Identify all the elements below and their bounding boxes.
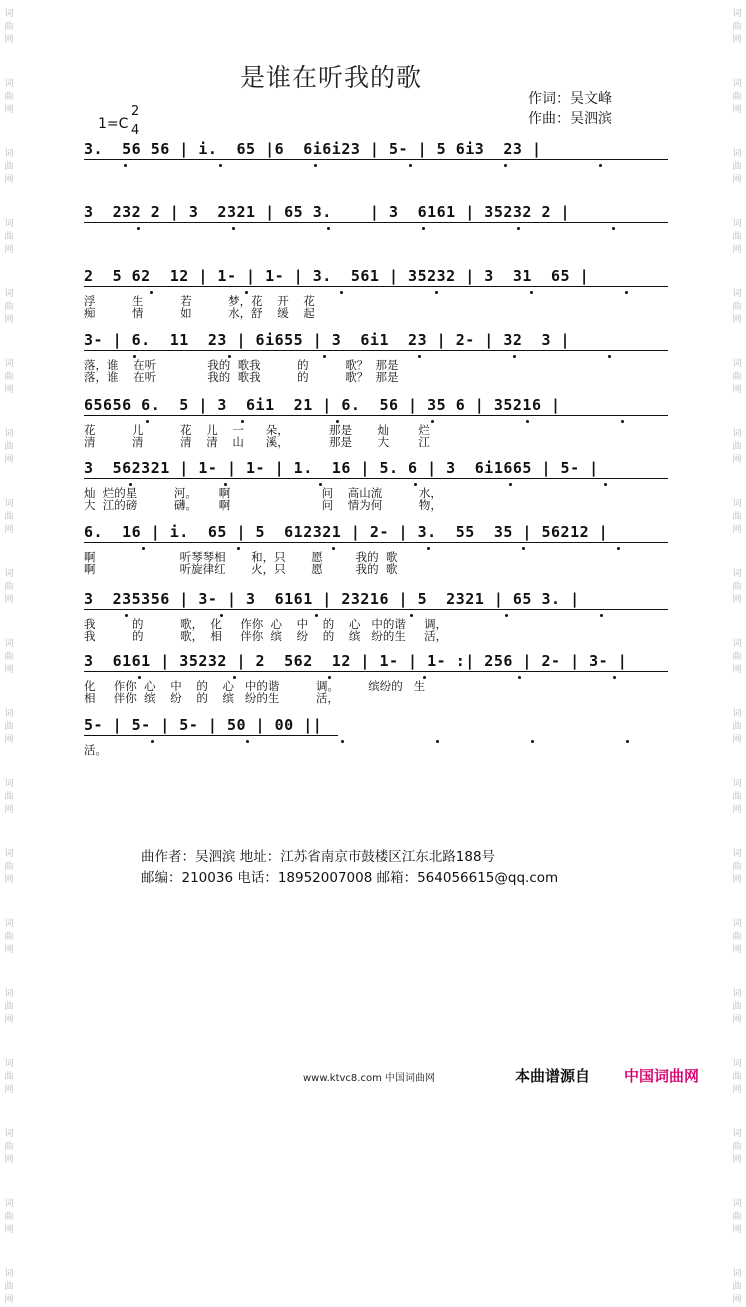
lyric-line: 啊 听琴琴相 和，只 愿 我的 歌 — [84, 550, 398, 564]
score-line — [84, 716, 668, 757]
notation: 65656 6. 5 | 3 6i1 21 | 6. 56 | 35 6 | 35216 | — [84, 396, 561, 414]
watermark-char: 词 — [732, 1059, 742, 1069]
score-line — [84, 203, 668, 233]
watermark-char: 词 — [732, 779, 742, 789]
watermark-char: 词 — [732, 359, 742, 369]
site-url[interactable]: www.ktvc8.com 中国词曲网 — [303, 1073, 436, 1084]
watermark-char: 网 — [732, 455, 742, 465]
time-signature-bottom: 4 — [131, 123, 140, 138]
octave-dot — [431, 420, 434, 423]
octave-dot — [219, 164, 222, 167]
watermark-char: 网 — [4, 455, 14, 465]
song-title: 是谁在听我的歌 — [240, 63, 423, 92]
watermark-char: 词 — [732, 1269, 742, 1279]
watermark-char: 词 — [732, 849, 742, 859]
watermark-char: 网 — [4, 1225, 14, 1235]
octave-dot — [612, 227, 615, 230]
octave-dot — [509, 483, 512, 486]
watermark-char: 曲 — [4, 932, 14, 942]
watermark-char: 曲 — [732, 1212, 742, 1222]
watermark-char: 网 — [732, 945, 742, 955]
octave-dot — [522, 547, 525, 550]
watermark-char: 词 — [732, 289, 742, 299]
watermark-char: 网 — [732, 595, 742, 605]
watermark-char: 网 — [732, 805, 742, 815]
brand-link[interactable]: 中国词曲网 — [624, 1067, 700, 1085]
watermark-char: 曲 — [732, 372, 742, 382]
watermark-char: 网 — [4, 1015, 14, 1025]
score-line — [84, 331, 668, 384]
watermark-char: 词 — [4, 1269, 14, 1279]
watermark-char: 网 — [4, 805, 14, 815]
watermark-char: 曲 — [732, 792, 742, 802]
right-watermark-strip — [730, 0, 744, 1305]
watermark-char: 词 — [732, 79, 742, 89]
watermark-char: 曲 — [4, 302, 14, 312]
watermark-char: 曲 — [732, 92, 742, 102]
watermark-char: 网 — [4, 1085, 14, 1095]
beam-underline — [84, 542, 668, 543]
watermark-char: 网 — [732, 525, 742, 535]
watermark-char: 曲 — [4, 862, 14, 872]
watermark-char: 曲 — [4, 1212, 14, 1222]
watermark-char: 网 — [732, 385, 742, 395]
octave-dot — [124, 164, 127, 167]
lyric-line: 浮 生 若 梦，花 开 花 — [84, 294, 315, 308]
time-signature-top: 2 — [131, 104, 140, 119]
lyric-line: 相 伴你 缤 纷 的 缤 纷的生 活， — [84, 691, 339, 705]
watermark-char: 曲 — [732, 22, 742, 32]
octave-dot — [435, 291, 438, 294]
watermark-char: 词 — [4, 1129, 14, 1139]
watermark-char: 词 — [4, 989, 14, 999]
octave-dot — [613, 676, 616, 679]
watermark-char: 曲 — [732, 862, 742, 872]
lyric-line: 清 清 清 清 山 溪， 那是 大 江 — [84, 435, 430, 449]
beam-underline — [84, 609, 668, 610]
notation: 3 232 2 | 3 2321 | 65 3. | 3 6161 | 35232 2 | — [84, 203, 571, 221]
lyric-line: 痴 情 如 水，舒 缓 起 — [84, 306, 315, 320]
octave-dot — [232, 227, 235, 230]
lyric-line: 啊 听旋律红 火，只 愿 我的 歌 — [84, 562, 398, 576]
watermark-char: 词 — [4, 219, 14, 229]
watermark-char: 曲 — [4, 1282, 14, 1292]
watermark-char: 曲 — [732, 302, 742, 312]
octave-dot — [621, 420, 624, 423]
watermark-char: 网 — [4, 1295, 14, 1305]
score-line — [84, 459, 668, 512]
source-label: 本曲谱源自 — [515, 1067, 591, 1085]
watermark-char: 词 — [4, 1199, 14, 1209]
beam-underline — [84, 286, 668, 287]
watermark-char: 网 — [732, 875, 742, 885]
beam-underline — [84, 671, 668, 672]
watermark-char: 网 — [732, 1155, 742, 1165]
watermark-char: 曲 — [732, 1002, 742, 1012]
watermark-char: 曲 — [4, 162, 14, 172]
octave-dot — [513, 355, 516, 358]
watermark-char: 网 — [4, 735, 14, 745]
watermark-char: 曲 — [732, 512, 742, 522]
watermark-char: 网 — [732, 175, 742, 185]
watermark-char: 词 — [732, 919, 742, 929]
watermark-char: 曲 — [732, 582, 742, 592]
notation: 6. 16 | i. 65 | 5 612321 | 2- | 3. 55 35 | 56212 | — [84, 523, 609, 541]
notation: 3- | 6. 11 23 | 6i655 | 3 6i1 23 | 2- | 32 3 | — [84, 331, 571, 349]
watermark-char: 曲 — [4, 442, 14, 452]
notation: 3. 56 56 | i. 65 |6 6i6i23 | 5- | 5 6i3 23 | — [84, 140, 542, 158]
watermark-char: 词 — [4, 79, 14, 89]
octave-dot — [418, 355, 421, 358]
watermark-char: 曲 — [4, 582, 14, 592]
octave-dot — [137, 227, 140, 230]
watermark-char: 曲 — [732, 162, 742, 172]
watermark-char: 曲 — [4, 512, 14, 522]
watermark-char: 词 — [4, 1059, 14, 1069]
watermark-char: 曲 — [4, 372, 14, 382]
octave-dot — [427, 547, 430, 550]
watermark-char: 网 — [732, 315, 742, 325]
watermark-char: 网 — [4, 245, 14, 255]
score-line — [84, 590, 668, 643]
notation: 3 235356 | 3- | 3 6161 | 23216 | 5 2321 | 65 3. | — [84, 590, 580, 608]
score-line — [84, 652, 668, 705]
composer-credit: 作曲：吴泗滨 — [528, 111, 612, 127]
watermark-char: 网 — [4, 945, 14, 955]
watermark-char: 网 — [4, 315, 14, 325]
watermark-char: 词 — [732, 9, 742, 19]
watermark-char: 网 — [732, 735, 742, 745]
watermark-char: 网 — [732, 1225, 742, 1235]
score-line — [84, 267, 668, 320]
octave-dot — [599, 164, 602, 167]
watermark-char: 词 — [4, 779, 14, 789]
beam-underline — [84, 415, 668, 416]
watermark-char: 曲 — [732, 1072, 742, 1082]
watermark-char: 曲 — [732, 1142, 742, 1152]
beam-underline — [84, 222, 668, 223]
watermark-char: 网 — [732, 1085, 742, 1095]
watermark-char: 网 — [4, 35, 14, 45]
watermark-char: 网 — [4, 875, 14, 885]
watermark-char: 网 — [732, 1015, 742, 1025]
watermark-char: 曲 — [732, 232, 742, 242]
watermark-char: 词 — [4, 499, 14, 509]
octave-dot — [422, 227, 425, 230]
octave-dot — [436, 740, 439, 743]
watermark-char: 曲 — [732, 722, 742, 732]
score-line — [84, 140, 668, 170]
watermark-char: 网 — [4, 175, 14, 185]
lyric-line: 大 江的磅 礴。 啊 问 情为何 物， — [84, 498, 442, 512]
beam-underline — [84, 735, 338, 736]
watermark-char: 网 — [4, 525, 14, 535]
watermark-char: 曲 — [4, 1142, 14, 1152]
watermark-char: 网 — [4, 385, 14, 395]
octave-dot — [530, 291, 533, 294]
watermark-char: 词 — [4, 9, 14, 19]
lyricist-credit: 作词：吴文峰 — [528, 91, 612, 107]
watermark-char: 词 — [732, 219, 742, 229]
notation: 3 562321 | 1- | 1- | 1. 16 | 5. 6 | 3 6i1665 | 5- | — [84, 459, 599, 477]
watermark-char: 曲 — [4, 652, 14, 662]
watermark-char: 词 — [732, 709, 742, 719]
octave-dot — [526, 420, 529, 423]
watermark-char: 曲 — [4, 92, 14, 102]
octave-dot — [409, 164, 412, 167]
watermark-char: 曲 — [4, 1002, 14, 1012]
watermark-char: 词 — [4, 359, 14, 369]
lyric-line: 活。 — [84, 743, 107, 757]
watermark-char: 曲 — [4, 232, 14, 242]
watermark-char: 网 — [732, 665, 742, 675]
watermark-char: 网 — [4, 595, 14, 605]
watermark-char: 词 — [732, 499, 742, 509]
left-watermark-strip — [2, 0, 16, 1305]
beam-underline — [84, 350, 668, 351]
watermark-char: 词 — [4, 849, 14, 859]
footer-author-address: 曲作者：吴泗滨 地址：江苏省南京市鼓楼区江东北路188号 — [141, 849, 496, 865]
lyric-line: 化 作你 心 中 的 心 中的谐 调。 缤纷的 生 — [84, 679, 426, 693]
watermark-char: 曲 — [4, 1072, 14, 1082]
key-signature: 1=C — [98, 116, 129, 132]
watermark-char: 词 — [4, 569, 14, 579]
octave-dot — [604, 483, 607, 486]
watermark-char: 曲 — [4, 22, 14, 32]
watermark-char: 网 — [4, 1155, 14, 1165]
footer-contact: 邮编：210036 电话：18952007008 邮箱：564056615@qq.com — [141, 870, 559, 886]
watermark-char: 词 — [4, 149, 14, 159]
watermark-char: 词 — [732, 1129, 742, 1139]
octave-dot — [246, 740, 249, 743]
octave-dot — [531, 740, 534, 743]
octave-dot — [505, 614, 508, 617]
watermark-char: 网 — [732, 1295, 742, 1305]
lyric-line: 花 儿 花 儿 一 朵， 那是 灿 烂 — [84, 423, 430, 437]
octave-dot — [151, 740, 154, 743]
octave-dot — [340, 291, 343, 294]
octave-dot — [341, 740, 344, 743]
watermark-char: 词 — [732, 149, 742, 159]
watermark-char: 曲 — [732, 932, 742, 942]
notation: 3 6161 | 35232 | 2 562 12 | 1- | 1- :| 256 | 2- | 3- | — [84, 652, 628, 670]
watermark-char: 曲 — [4, 722, 14, 732]
lyric-line: 落，谁 在听 我的 歌我 的 歌？ 那是 — [84, 358, 399, 372]
watermark-char: 曲 — [732, 1282, 742, 1292]
notation: 2 5 62 12 | 1- | 1- | 3. 561 | 35232 | 3 31 65 | — [84, 267, 590, 285]
octave-dot — [327, 227, 330, 230]
watermark-char: 网 — [732, 105, 742, 115]
watermark-char: 网 — [4, 665, 14, 675]
watermark-char: 词 — [732, 989, 742, 999]
watermark-char: 词 — [4, 289, 14, 299]
watermark-char: 网 — [732, 35, 742, 45]
notation: 5- | 5- | 5- | 50 | 00 || — [84, 716, 323, 734]
watermark-char: 词 — [4, 919, 14, 929]
watermark-char: 词 — [732, 1199, 742, 1209]
beam-underline — [84, 478, 668, 479]
watermark-char: 网 — [732, 245, 742, 255]
octave-dot — [314, 164, 317, 167]
octave-dot — [518, 676, 521, 679]
watermark-char: 曲 — [732, 652, 742, 662]
watermark-char: 词 — [732, 569, 742, 579]
watermark-char: 词 — [4, 709, 14, 719]
lyric-line: 落，谁 在听 我的 歌我 的 歌？ 那是 — [84, 370, 399, 384]
octave-dot — [504, 164, 507, 167]
score-line — [84, 396, 668, 449]
octave-dot — [600, 614, 603, 617]
watermark-char: 词 — [4, 429, 14, 439]
octave-dot — [625, 291, 628, 294]
lyric-line: 我 的 歌， 化 作你 心 中 的 心 中的谐 调， — [84, 617, 448, 631]
lyric-line: 我 的 歌， 相 伴你 缤 纷 的 缤 纷的生 活， — [84, 629, 448, 643]
octave-dot — [608, 355, 611, 358]
watermark-char: 曲 — [4, 792, 14, 802]
watermark-char: 词 — [4, 639, 14, 649]
octave-dot — [617, 547, 620, 550]
octave-dot — [517, 227, 520, 230]
octave-dot — [626, 740, 629, 743]
watermark-char: 词 — [732, 639, 742, 649]
score-line — [84, 523, 668, 576]
watermark-char: 网 — [4, 105, 14, 115]
watermark-char: 曲 — [732, 442, 742, 452]
beam-underline — [84, 159, 668, 160]
lyric-line: 灿 烂的星 河。 啊 问 高山流 水， — [84, 486, 442, 500]
watermark-char: 词 — [732, 429, 742, 439]
